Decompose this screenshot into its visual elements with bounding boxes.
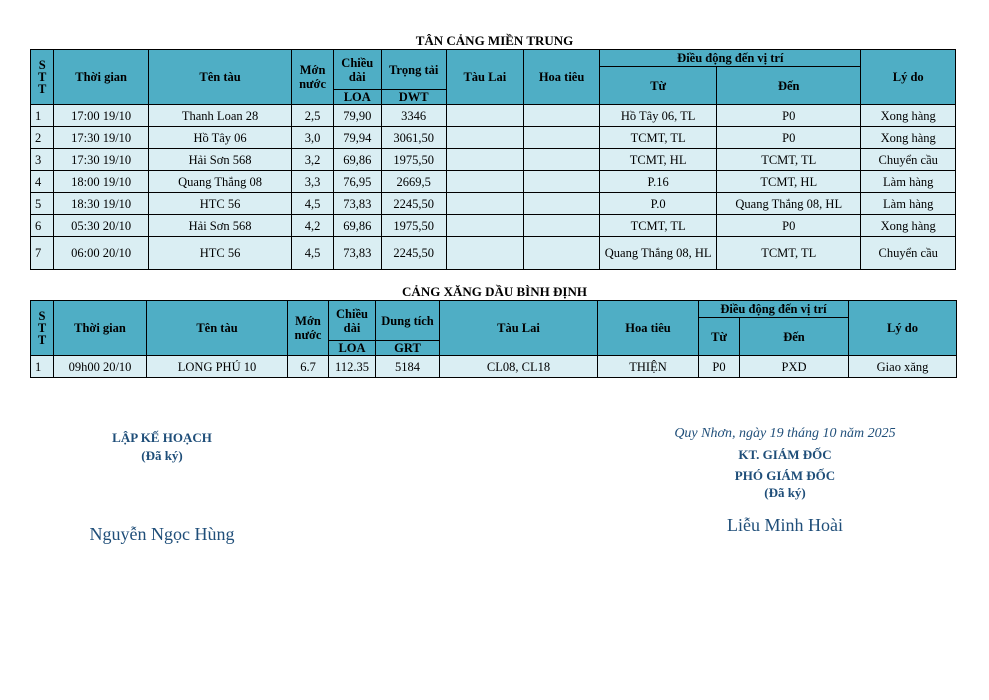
cell-from: Quang Thắng 08, HL	[600, 237, 717, 270]
cell-from: TCMT, TL	[600, 127, 717, 149]
signature-left-note: (Đã ký)	[141, 448, 183, 463]
signature-right-note: (Đã ký)	[764, 485, 806, 500]
cell-tug	[446, 237, 523, 270]
table-row	[31, 171, 956, 193]
header-pilot: Hoa tiêu	[598, 301, 699, 356]
header-stt: S T T	[31, 301, 54, 356]
cell-ship: HTC 56	[148, 237, 291, 270]
table-row	[31, 127, 956, 149]
cell-tug	[446, 215, 523, 237]
cell-reason: Chuyển cầu	[861, 149, 956, 171]
cell-pilot	[523, 193, 599, 215]
header-move: Điều động đến vị trí	[600, 50, 861, 67]
table-row	[31, 356, 957, 378]
cell-to: P0	[717, 105, 861, 127]
cell-from: P0	[699, 356, 740, 378]
header-to: Đến	[717, 67, 861, 105]
cell-pilot: THIỆN	[598, 356, 699, 378]
cell-dwt: 3346	[381, 105, 446, 127]
header-time: Thời gian	[54, 50, 149, 105]
signature-left-role: LẬP KẾ HOẠCH	[112, 430, 212, 445]
header-loa: LOA	[329, 341, 376, 356]
cell-ship: Hải Sơn 568	[148, 149, 291, 171]
schedule-table-tcmt	[30, 49, 956, 270]
signature-right-role2: PHÓ GIÁM ĐỐC	[734, 468, 836, 483]
cell-ship: Quang Thắng 08	[148, 171, 291, 193]
cell-to: TCMT, HL	[717, 171, 861, 193]
cell-stt: 5	[31, 193, 54, 215]
cell-reason: Giao xăng	[849, 356, 957, 378]
cell-stt: 7	[31, 237, 54, 270]
cell-from: TCMT, HL	[600, 149, 717, 171]
cell-dwt: 1975,50	[381, 149, 446, 171]
cell-to: P0	[717, 127, 861, 149]
section2-title: CẢNG XĂNG DẦU BÌNH ĐỊNH	[402, 284, 587, 299]
header-pilot: Hoa tiêu	[523, 50, 599, 105]
cell-draft: 4,5	[292, 237, 334, 270]
cell-tug	[446, 149, 523, 171]
cell-time: 17:30 19/10	[54, 127, 149, 149]
header-draft: Mớn nước	[288, 301, 329, 356]
cell-time: 05:30 20/10	[54, 215, 149, 237]
header-tug: Tàu Lai	[446, 50, 523, 105]
signature-left	[62, 430, 262, 545]
cell-pilot	[523, 127, 599, 149]
cell-tug	[446, 171, 523, 193]
table-row	[31, 105, 956, 127]
cell-pilot	[523, 237, 599, 270]
header-capacity: Dung tích	[376, 301, 440, 341]
cell-time: 09h00 20/10	[54, 356, 147, 378]
header-ship: Tên tàu	[147, 301, 288, 356]
cell-draft: 2,5	[292, 105, 334, 127]
cell-draft: 3,3	[292, 171, 334, 193]
cell-dwt: 1975,50	[381, 215, 446, 237]
table-row	[31, 237, 956, 270]
cell-ship: Hải Sơn 568	[148, 215, 291, 237]
cell-dwt: 3061,50	[381, 127, 446, 149]
cell-from: P.0	[600, 193, 717, 215]
header-length: Chiều dài	[329, 301, 376, 341]
cell-stt: 4	[31, 171, 54, 193]
header-from: Từ	[699, 318, 740, 356]
section1-title: TÂN CẢNG MIỀN TRUNG	[415, 33, 574, 48]
cell-time: 18:30 19/10	[54, 193, 149, 215]
cell-dwt: 2669,5	[381, 171, 446, 193]
cell-time: 18:00 19/10	[54, 171, 149, 193]
table-row	[31, 149, 956, 171]
cell-reason: Xong hàng	[861, 127, 956, 149]
cell-loa: 73,83	[333, 193, 381, 215]
cell-stt: 1	[31, 356, 54, 378]
cell-draft: 4,2	[292, 215, 334, 237]
cell-draft: 3,0	[292, 127, 334, 149]
cell-draft: 4,5	[292, 193, 334, 215]
cell-from: TCMT, TL	[600, 215, 717, 237]
header-reason: Lý do	[861, 50, 956, 105]
cell-pilot	[523, 215, 599, 237]
cell-to: Quang Thắng 08, HL	[717, 193, 861, 215]
cell-draft: 3,2	[292, 149, 334, 171]
header-draft: Mớn nước	[292, 50, 334, 105]
schedule-table-xdbd	[30, 300, 957, 378]
cell-stt: 6	[31, 215, 54, 237]
cell-to: TCMT, TL	[717, 149, 861, 171]
cell-tug: CL08, CL18	[440, 356, 598, 378]
cell-grt: 5184	[376, 356, 440, 378]
cell-time: 17:30 19/10	[54, 149, 149, 171]
signature-left-name: Nguyễn Ngọc Hùng	[89, 524, 235, 544]
header-time: Thời gian	[54, 301, 147, 356]
header-tonnage: Trọng tải	[381, 50, 446, 90]
header-move: Điều động đến vị trí	[699, 301, 849, 318]
cell-to: TCMT, TL	[717, 237, 861, 270]
cell-reason: Làm hàng	[861, 171, 956, 193]
cell-time: 06:00 20/10	[54, 237, 149, 270]
signature-right-place-date: Quy Nhơn, ngày 19 tháng 10 năm 2025	[674, 426, 896, 441]
cell-loa: 79,90	[333, 105, 381, 127]
header-reason: Lý do	[849, 301, 957, 356]
cell-loa: 79,94	[333, 127, 381, 149]
cell-tug	[446, 127, 523, 149]
table-row	[31, 193, 956, 215]
cell-tug	[446, 105, 523, 127]
cell-stt: 2	[31, 127, 54, 149]
cell-dwt: 2245,50	[381, 193, 446, 215]
cell-loa: 69,86	[333, 215, 381, 237]
cell-ship: LONG PHÚ 10	[147, 356, 288, 378]
cell-ship: Hồ Tây 06	[148, 127, 291, 149]
cell-reason: Làm hàng	[861, 193, 956, 215]
table-row	[31, 215, 956, 237]
cell-ship: HTC 56	[148, 193, 291, 215]
cell-tug	[446, 193, 523, 215]
cell-pilot	[523, 171, 599, 193]
header-grt: GRT	[376, 341, 440, 356]
header-ship: Tên tàu	[148, 50, 291, 105]
cell-ship: Thanh Loan 28	[148, 105, 291, 127]
cell-dwt: 2245,50	[381, 237, 446, 270]
header-length: Chiều dài	[333, 50, 381, 90]
cell-from: Hồ Tây 06, TL	[600, 105, 717, 127]
cell-reason: Xong hàng	[861, 215, 956, 237]
cell-stt: 1	[31, 105, 54, 127]
header-to: Đến	[740, 318, 849, 356]
signature-right	[635, 426, 935, 536]
header-loa: LOA	[333, 90, 381, 105]
signature-right-name: Liễu Minh Hoài	[727, 515, 843, 535]
cell-loa: 112.35	[329, 356, 376, 378]
cell-reason: Chuyển cầu	[861, 237, 956, 270]
cell-loa: 69,86	[333, 149, 381, 171]
cell-time: 17:00 19/10	[54, 105, 149, 127]
cell-reason: Xong hàng	[861, 105, 956, 127]
cell-from: P.16	[600, 171, 717, 193]
cell-to: P0	[717, 215, 861, 237]
header-dwt: DWT	[381, 90, 446, 105]
cell-pilot	[523, 105, 599, 127]
header-tug: Tàu Lai	[440, 301, 598, 356]
cell-loa: 73,83	[333, 237, 381, 270]
cell-draft: 6.7	[288, 356, 329, 378]
signature-right-role1: KT. GIÁM ĐỐC	[738, 447, 832, 462]
cell-loa: 76,95	[333, 171, 381, 193]
header-stt: S T T	[31, 50, 54, 105]
cell-pilot	[523, 149, 599, 171]
cell-stt: 3	[31, 149, 54, 171]
header-from: Từ	[600, 67, 717, 105]
cell-to: PXD	[740, 356, 849, 378]
